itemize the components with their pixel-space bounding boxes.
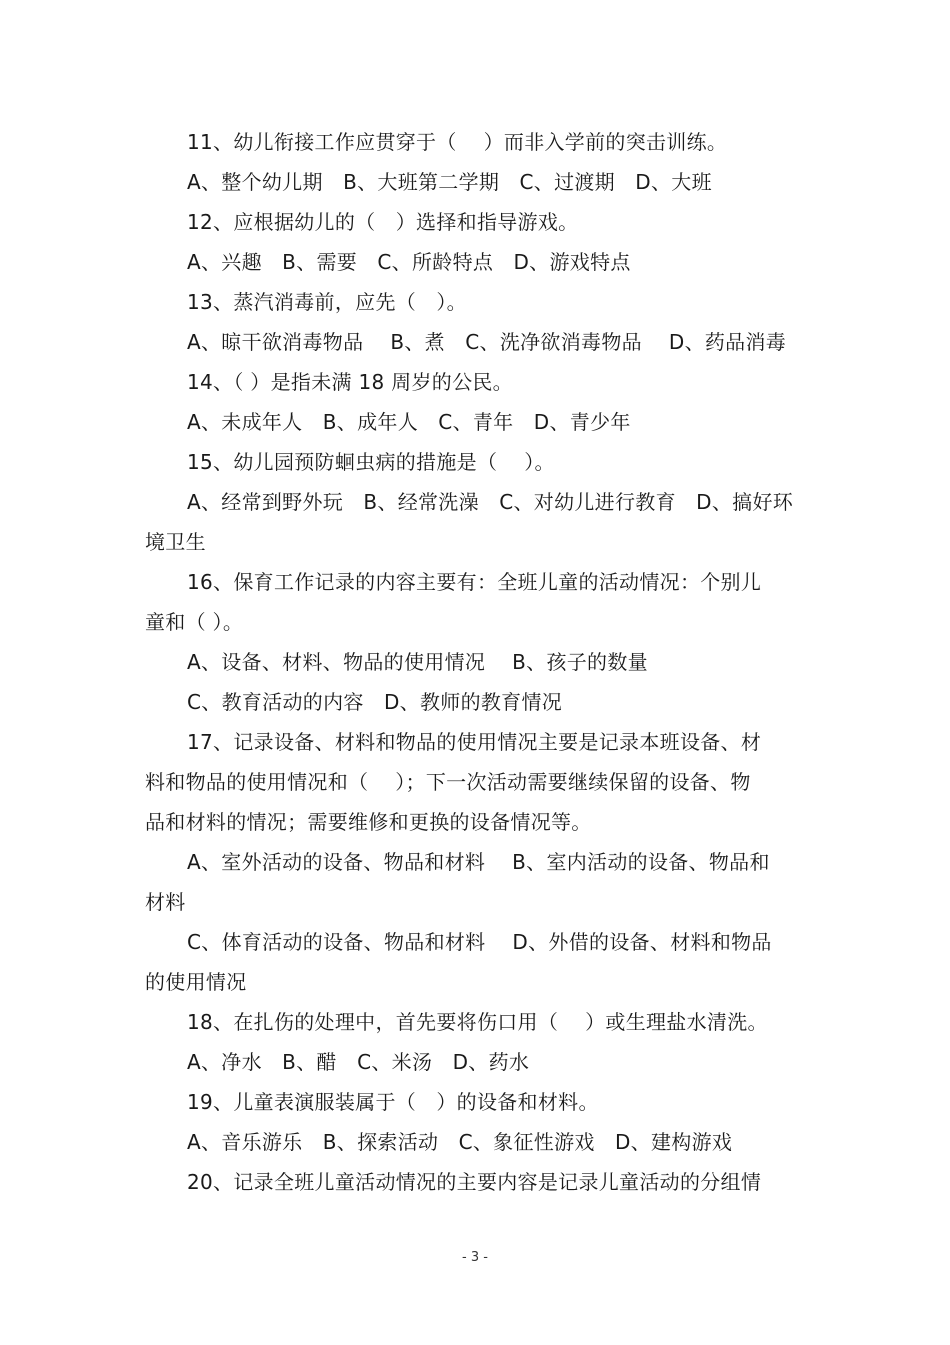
question-16: 16、保育工作记录的内容主要有：全班儿童的活动情况：个别儿 [187, 570, 762, 594]
options-17-a-b-continued: 材料 [145, 890, 186, 914]
question-17-continued-2: 品和材料的情况；需要维修和更换的设备情况等。 [145, 810, 592, 834]
options-11: A、整个幼儿期 B、大班第二学期 C、过渡期 D、大班 [187, 170, 712, 194]
question-14: 14、（ ）是指未满 18 周岁的公民。 [187, 370, 513, 394]
options-16-c-d: C、教育活动的内容 D、教师的教育情况 [187, 690, 563, 714]
question-11: 11、幼儿衔接工作应贯穿于（ ）而非入学前的突击训练。 [187, 130, 728, 154]
options-15-continued: 境卫生 [145, 530, 206, 554]
question-12: 12、应根据幼儿的（ ）选择和指导游戏。 [187, 210, 579, 234]
question-19: 19、儿童表演服装属于（ ）的设备和材料。 [187, 1090, 599, 1114]
question-13: 13、蒸汽消毒前，应先（ ）。 [187, 290, 467, 314]
question-20: 20、记录全班儿童活动情况的主要内容是记录儿童活动的分组情 [187, 1170, 762, 1194]
question-15: 15、幼儿园预防蛔虫病的措施是（ ）。 [187, 450, 555, 474]
options-15: A、经常到野外玩 B、经常洗澡 C、对幼儿进行教育 D、搞好环 [187, 490, 794, 514]
question-17: 17、记录设备、材料和物品的使用情况主要是记录本班设备、材 [187, 730, 762, 754]
options-13: A、晾干欲消毒物品 B、煮 C、洗净欲消毒物品 D、药品消毒 [187, 330, 787, 354]
options-19: A、音乐游乐 B、探索活动 C、象征性游戏 D、建构游戏 [187, 1130, 733, 1154]
options-18: A、净水 B、醋 C、米汤 D、药水 [187, 1050, 530, 1074]
options-14: A、未成年人 B、成年人 C、青年 D、青少年 [187, 410, 631, 434]
page-number: - 3 - [462, 1250, 488, 1265]
options-17-a-b: A、室外活动的设备、物品和材料 B、室内活动的设备、物品和 [187, 850, 770, 874]
options-12: A、兴趣 B、需要 C、所龄特点 D、游戏特点 [187, 250, 631, 274]
question-18: 18、在扎伤的处理中，首先要将伤口用（ ）或生理盐水清洗。 [187, 1010, 768, 1034]
question-17-continued-1: 料和物品的使用情况和（ ）；下一次活动需要继续保留的设备、物 [145, 770, 751, 794]
options-16-a-b: A、设备、材料、物品的使用情况 B、孩子的数量 [187, 650, 648, 674]
options-17-c-d: C、体育活动的设备、物品和材料 D、外借的设备、材料和物品 [187, 930, 772, 954]
question-16-continued: 童和（ ）。 [145, 610, 244, 634]
options-17-c-d-continued: 的使用情况 [145, 970, 247, 994]
